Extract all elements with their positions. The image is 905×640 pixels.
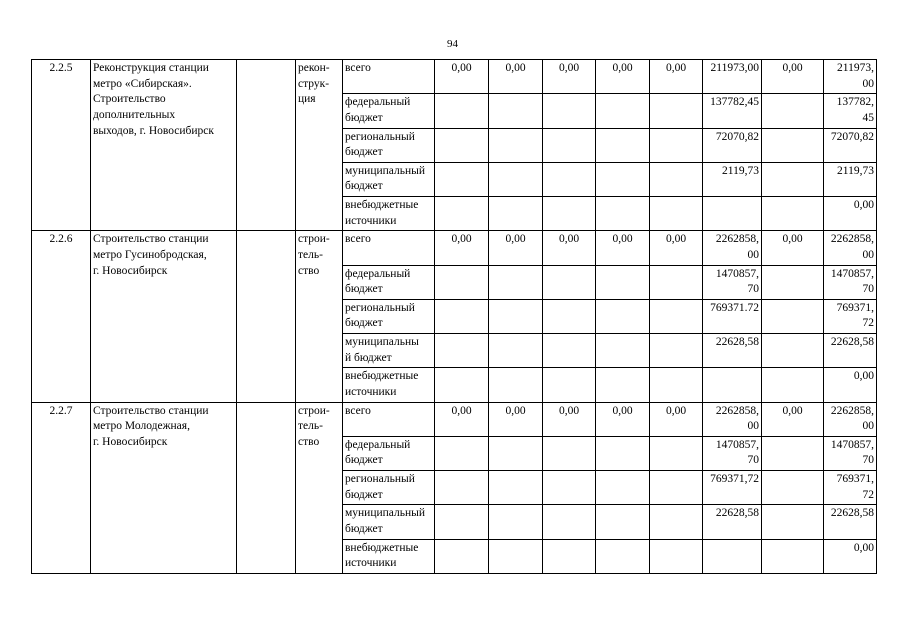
amount-y2: 0,00 bbox=[489, 60, 543, 94]
amount-y6: 2119,73 bbox=[703, 162, 762, 196]
amount-y7: 0,00 bbox=[762, 60, 824, 94]
funding-source: региональный бюджет bbox=[343, 299, 435, 333]
amount-y7: 0,00 bbox=[762, 402, 824, 436]
funding-source: всего bbox=[343, 60, 435, 94]
amount-y6: 2262858, 00 bbox=[703, 231, 762, 265]
amount-y2 bbox=[489, 334, 543, 368]
amount-total: 0,00 bbox=[824, 197, 877, 231]
amount-y6: 769371,72 bbox=[703, 471, 762, 505]
amount-y4 bbox=[596, 505, 650, 539]
amount-y5 bbox=[650, 197, 703, 231]
table-row bbox=[32, 231, 877, 265]
amount-y7 bbox=[762, 128, 824, 162]
amount-y7 bbox=[762, 471, 824, 505]
funding-source: федеральный бюджет bbox=[343, 436, 435, 470]
amount-y6: 22628,58 bbox=[703, 334, 762, 368]
amount-y7 bbox=[762, 505, 824, 539]
amount-y6: 2262858, 00 bbox=[703, 402, 762, 436]
amount-y6 bbox=[703, 368, 762, 402]
amount-total: 2119,73 bbox=[824, 162, 877, 196]
funding-source: всего bbox=[343, 231, 435, 265]
amount-y3 bbox=[543, 368, 596, 402]
amount-y5: 0,00 bbox=[650, 402, 703, 436]
amount-y5 bbox=[650, 162, 703, 196]
amount-y4: 0,00 bbox=[596, 60, 650, 94]
amount-total: 769371, 72 bbox=[824, 471, 877, 505]
amount-y7 bbox=[762, 162, 824, 196]
page-number: 94 bbox=[447, 38, 458, 50]
amount-y6: 72070,82 bbox=[703, 128, 762, 162]
amount-y1 bbox=[435, 128, 489, 162]
amount-y3: 0,00 bbox=[543, 231, 596, 265]
amount-y3 bbox=[543, 197, 596, 231]
amount-y1 bbox=[435, 471, 489, 505]
amount-y4 bbox=[596, 436, 650, 470]
amount-y4 bbox=[596, 471, 650, 505]
project-name: Строительство станции метро Гусинобродская, г. Новосибирск bbox=[91, 231, 237, 402]
amount-total: 22628,58 bbox=[824, 334, 877, 368]
amount-y1 bbox=[435, 505, 489, 539]
amount-total: 72070,82 bbox=[824, 128, 877, 162]
amount-y1 bbox=[435, 436, 489, 470]
amount-y2 bbox=[489, 299, 543, 333]
amount-y1 bbox=[435, 368, 489, 402]
amount-y6: 211973,00 bbox=[703, 60, 762, 94]
funding-source: внебюджетные источники bbox=[343, 539, 435, 573]
amount-y2 bbox=[489, 505, 543, 539]
amount-y4 bbox=[596, 299, 650, 333]
amount-y3 bbox=[543, 265, 596, 299]
amount-y5 bbox=[650, 436, 703, 470]
amount-y3 bbox=[543, 539, 596, 573]
amount-y4 bbox=[596, 265, 650, 299]
project-kind: рекон- струк- ция bbox=[296, 60, 343, 231]
amount-y6 bbox=[703, 197, 762, 231]
amount-y2 bbox=[489, 94, 543, 128]
amount-y2 bbox=[489, 162, 543, 196]
amount-y6: 22628,58 bbox=[703, 505, 762, 539]
amount-y7 bbox=[762, 299, 824, 333]
amount-y1 bbox=[435, 299, 489, 333]
amount-total: 2262858, 00 bbox=[824, 231, 877, 265]
amount-y5 bbox=[650, 94, 703, 128]
funding-source: муниципальны й бюджет bbox=[343, 334, 435, 368]
amount-total: 0,00 bbox=[824, 539, 877, 573]
amount-y6: 137782,45 bbox=[703, 94, 762, 128]
amount-y2 bbox=[489, 265, 543, 299]
amount-y3 bbox=[543, 128, 596, 162]
amount-y7 bbox=[762, 197, 824, 231]
amount-y1: 0,00 bbox=[435, 402, 489, 436]
project-code: 2.2.7 bbox=[32, 402, 91, 573]
project-name: Строительство станции метро Молодежная, г. Новосибирск bbox=[91, 402, 237, 573]
amount-y3 bbox=[543, 299, 596, 333]
funding-source: муниципальный бюджет bbox=[343, 162, 435, 196]
amount-y2 bbox=[489, 128, 543, 162]
amount-y5 bbox=[650, 128, 703, 162]
amount-total: 0,00 bbox=[824, 368, 877, 402]
amount-y4 bbox=[596, 539, 650, 573]
amount-y6: 769371.72 bbox=[703, 299, 762, 333]
funding-source: муниципальный бюджет bbox=[343, 505, 435, 539]
amount-y4 bbox=[596, 128, 650, 162]
amount-y5: 0,00 bbox=[650, 231, 703, 265]
amount-y3 bbox=[543, 436, 596, 470]
amount-y5 bbox=[650, 334, 703, 368]
amount-y1 bbox=[435, 94, 489, 128]
funding-source: региональный бюджет bbox=[343, 471, 435, 505]
amount-y7 bbox=[762, 368, 824, 402]
amount-y1 bbox=[435, 197, 489, 231]
amount-y6: 1470857, 70 bbox=[703, 436, 762, 470]
project-code: 2.2.5 bbox=[32, 60, 91, 231]
project-kind: строи- тель- ство bbox=[296, 231, 343, 402]
funding-source: внебюджетные источники bbox=[343, 197, 435, 231]
amount-y3 bbox=[543, 162, 596, 196]
amount-y7 bbox=[762, 539, 824, 573]
amount-y5 bbox=[650, 265, 703, 299]
amount-y2 bbox=[489, 436, 543, 470]
project-code: 2.2.6 bbox=[32, 231, 91, 402]
project-executor bbox=[237, 60, 296, 231]
amount-y2: 0,00 bbox=[489, 402, 543, 436]
amount-y1: 0,00 bbox=[435, 60, 489, 94]
table-row bbox=[32, 60, 877, 94]
amount-y5 bbox=[650, 299, 703, 333]
amount-y4 bbox=[596, 162, 650, 196]
budget-table bbox=[31, 59, 877, 574]
amount-y7 bbox=[762, 436, 824, 470]
amount-y7 bbox=[762, 334, 824, 368]
amount-y4 bbox=[596, 94, 650, 128]
amount-y5 bbox=[650, 471, 703, 505]
project-executor bbox=[237, 402, 296, 573]
funding-source: региональный бюджет bbox=[343, 128, 435, 162]
amount-total: 22628,58 bbox=[824, 505, 877, 539]
amount-y5 bbox=[650, 368, 703, 402]
funding-source: федеральный бюджет bbox=[343, 94, 435, 128]
funding-source: внебюджетные источники bbox=[343, 368, 435, 402]
funding-source: всего bbox=[343, 402, 435, 436]
amount-y7 bbox=[762, 265, 824, 299]
amount-y3 bbox=[543, 505, 596, 539]
amount-total: 2262858, 00 bbox=[824, 402, 877, 436]
project-executor bbox=[237, 231, 296, 402]
project-kind: строи- тель- ство bbox=[296, 402, 343, 573]
amount-total: 769371, 72 bbox=[824, 299, 877, 333]
amount-y1: 0,00 bbox=[435, 231, 489, 265]
table-row bbox=[32, 402, 877, 436]
amount-y6: 1470857, 70 bbox=[703, 265, 762, 299]
amount-y5 bbox=[650, 505, 703, 539]
amount-y1 bbox=[435, 539, 489, 573]
amount-y5 bbox=[650, 539, 703, 573]
funding-source: федеральный бюджет bbox=[343, 265, 435, 299]
amount-y2 bbox=[489, 368, 543, 402]
amount-y2 bbox=[489, 539, 543, 573]
amount-y1 bbox=[435, 334, 489, 368]
amount-y7: 0,00 bbox=[762, 231, 824, 265]
amount-y4 bbox=[596, 368, 650, 402]
amount-y4 bbox=[596, 197, 650, 231]
amount-y3: 0,00 bbox=[543, 402, 596, 436]
amount-y3: 0,00 bbox=[543, 60, 596, 94]
amount-total: 211973, 00 bbox=[824, 60, 877, 94]
amount-y3 bbox=[543, 471, 596, 505]
amount-y6 bbox=[703, 539, 762, 573]
amount-y2 bbox=[489, 197, 543, 231]
amount-y1 bbox=[435, 265, 489, 299]
amount-y3 bbox=[543, 334, 596, 368]
amount-y4: 0,00 bbox=[596, 402, 650, 436]
amount-y4: 0,00 bbox=[596, 231, 650, 265]
amount-y5: 0,00 bbox=[650, 60, 703, 94]
amount-y7 bbox=[762, 94, 824, 128]
amount-y2: 0,00 bbox=[489, 231, 543, 265]
amount-y3 bbox=[543, 94, 596, 128]
amount-total: 1470857, 70 bbox=[824, 436, 877, 470]
amount-total: 137782, 45 bbox=[824, 94, 877, 128]
project-name: Реконструкция станции метро «Сибирская». Строительство дополнительных выходов, г. Новосибирск bbox=[91, 60, 237, 231]
amount-y2 bbox=[489, 471, 543, 505]
amount-y1 bbox=[435, 162, 489, 196]
amount-y4 bbox=[596, 334, 650, 368]
amount-total: 1470857, 70 bbox=[824, 265, 877, 299]
